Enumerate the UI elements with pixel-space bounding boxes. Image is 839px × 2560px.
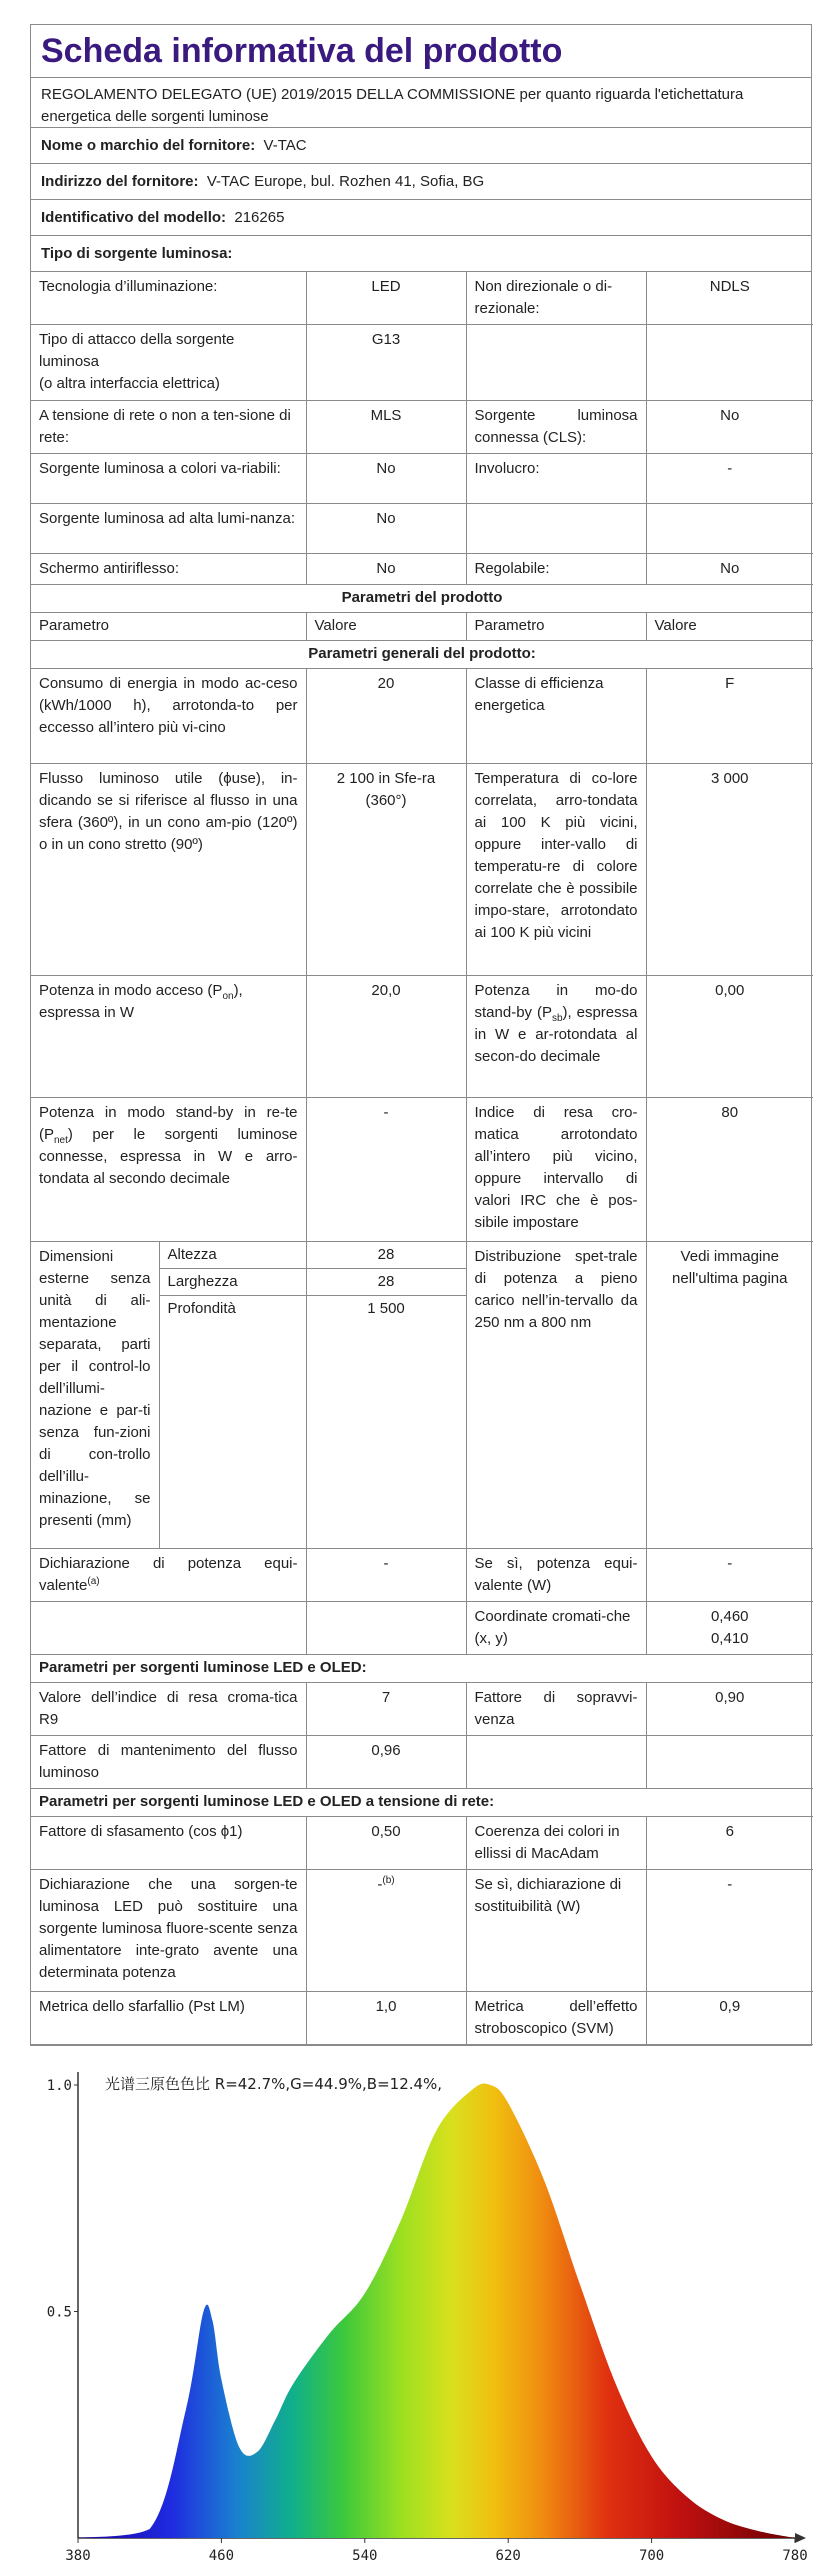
empty-cell <box>646 1736 813 1789</box>
table-row <box>31 764 813 976</box>
param-value: Vedi immagine nell'ultima pagina <box>646 1242 813 1549</box>
param-value: 20 <box>306 669 466 764</box>
label-part: Potenza in modo acceso (P <box>39 982 223 999</box>
column-header-row <box>31 613 813 641</box>
product-table <box>31 272 813 2045</box>
table-row <box>31 401 813 454</box>
param-value: F <box>646 669 813 764</box>
param-label: Temperatura di co-lore correlata, arro-tondata ai 100 K più vicini, oppure inter-vallo di temperatu-re di colore correlate che è possibile impo-stare, arrotondato ai 100 K più vicini <box>466 764 646 976</box>
param-value: 3 000 <box>646 764 813 976</box>
empty-cell <box>646 504 813 554</box>
param-value: 0,90 <box>646 1683 813 1736</box>
param-value: 0,9 <box>646 1992 813 2045</box>
table-row <box>31 669 813 764</box>
chroma-x: 0,460 <box>710 1608 749 1625</box>
label-part: ), espressa in W e ar-rotondata al secon-do decimale <box>474 1004 638 1065</box>
param-label: Consumo di energia in modo ac-ceso (kWh/1000 h), arrotonda-to per eccesso all’intero più vi-cino <box>31 669 306 764</box>
dimensions-values-cell <box>306 1242 466 1549</box>
address-value: V-TAC Europe, bul. Rozhen 41, Sofia, BG <box>206 173 485 190</box>
label-part: ) per le sorgenti luminose connesse, espressa in W e arro-tondata al secondo decimale <box>39 1126 298 1187</box>
product-info-sheet <box>30 24 812 2046</box>
param-label: Tecnologia d’illuminazione: <box>31 272 306 325</box>
table-row <box>31 1242 306 1269</box>
depth-value: 1 500 <box>367 1300 405 1317</box>
table-row <box>31 272 813 325</box>
param-label: Dimensioni esterne senza unità di ali-mentazione separata, parti per il control-lo dell’illumi-nazione e par-ti senza fun-zioni di con-trollo dell’illu-minazione, se presenti (mm) <box>31 1242 159 1548</box>
param-value: MLS <box>306 401 466 454</box>
param-value: G13 <box>306 325 466 401</box>
dimensions-cell <box>31 1242 306 1549</box>
x-tick-label: 540 <box>352 2548 378 2560</box>
height-value: 28 <box>307 1242 466 1269</box>
x-tick-label: 380 <box>65 2548 91 2560</box>
spectral-distribution-chart <box>0 2055 839 2560</box>
param-label: Fattore di sfasamento (cos ϕ1) <box>31 1817 306 1870</box>
x-axis-arrow <box>795 2533 806 2543</box>
table-row <box>31 1736 813 1789</box>
param-value: No <box>306 454 466 504</box>
table-row <box>31 1602 813 1655</box>
label-part: Potenza in modo stand-by in re-te (P <box>39 1104 298 1143</box>
param-label <box>31 325 306 401</box>
label-subscript: net <box>54 1135 68 1146</box>
param-label: Se sì, potenza equi-valente (W) <box>466 1549 646 1602</box>
value-superscript: (b) <box>382 1875 395 1886</box>
column-header: Parametro <box>31 613 306 641</box>
table-row <box>31 1655 813 1683</box>
param-value: NDLS <box>646 272 813 325</box>
param-value: 80 <box>646 1098 813 1242</box>
table-row <box>31 454 813 504</box>
param-value: 2 100 in Sfe-ra (360°) <box>306 764 466 976</box>
param-label: Classe di efficienza energetica <box>466 669 646 764</box>
x-tick-label: 620 <box>495 2548 521 2560</box>
param-label: Sorgente luminosa a colori va-riabili: <box>31 454 306 504</box>
x-tick-label: 700 <box>638 2548 665 2560</box>
label-subscript: sb <box>551 1013 563 1024</box>
param-label <box>31 976 306 1098</box>
table-row <box>31 554 813 585</box>
param-label: Sorgente luminosa ad alta lumi-nanza: <box>31 504 306 554</box>
table-row <box>31 976 813 1098</box>
param-label: Se sì, dichiarazione di sostituibilità (W) <box>466 1870 646 1992</box>
y-tick-label: 0.5 <box>46 2304 72 2321</box>
page-title: Scheda informativa del prodotto <box>31 25 811 78</box>
param-value: 6 <box>646 1817 813 1870</box>
column-header: Valore <box>306 613 466 641</box>
param-label: Coordinate cromati-che (x, y) <box>466 1602 646 1655</box>
param-value: No <box>646 401 813 454</box>
width-value: 28 <box>307 1269 466 1296</box>
param-value: 0,50 <box>306 1817 466 1870</box>
param-label: Dichiarazione che una sorgen-te luminosa LED può sostituire una sorgente luminosa fluore-scente senza alimentatore inte-grato avente una determinata potenza <box>31 1870 306 1992</box>
empty-cell <box>466 325 646 401</box>
x-tick-label: 780 <box>782 2548 808 2560</box>
param-value <box>306 1870 466 1992</box>
empty-cell <box>306 1602 466 1655</box>
table-row <box>31 1242 813 1549</box>
param-value: No <box>306 504 466 554</box>
empty-cell <box>646 325 813 401</box>
label-part: Dichiarazione di potenza equi-valente <box>39 1555 298 1594</box>
model-value: 216265 <box>234 209 285 226</box>
empty-cell <box>466 1736 646 1789</box>
table-row <box>31 1098 813 1242</box>
param-label: Schermo antiriflesso: <box>31 554 306 585</box>
param-label <box>31 1098 306 1242</box>
param-value: 1,0 <box>306 1992 466 2045</box>
column-header: Parametro <box>466 613 646 641</box>
table-row <box>31 504 813 554</box>
y-tick-label: 1.0 <box>46 2078 72 2094</box>
param-label: A tensione di rete o non a ten-sione di rete: <box>31 401 306 454</box>
param-value: 7 <box>306 1683 466 1736</box>
param-label: Regolabile: <box>466 554 646 585</box>
cap-label-line2: (o altra interfaccia elettrica) <box>39 375 220 392</box>
dimension-label: Altezza <box>159 1242 306 1269</box>
param-label: Metrica dello sfarfallio (Pst LM) <box>31 1992 306 2045</box>
param-value: LED <box>306 272 466 325</box>
value-part: - <box>377 1876 383 1893</box>
section-header: Parametri del prodotto <box>31 585 813 613</box>
param-value: 0,00 <box>646 976 813 1098</box>
param-label <box>466 976 646 1098</box>
address-label: Indirizzo del fornitore: <box>41 173 199 190</box>
label-superscript: (a) <box>87 1576 100 1587</box>
param-label <box>31 1549 306 1602</box>
param-value: - <box>646 454 813 504</box>
source-type-row <box>31 236 811 272</box>
param-label: Non direzionale o di-rezionale: <box>466 272 646 325</box>
section-header: Parametri generali del prodotto: <box>31 641 813 669</box>
label-part: ), espressa in W <box>39 982 243 1021</box>
label-subscript: on <box>222 991 234 1002</box>
param-value: 20,0 <box>306 976 466 1098</box>
x-tick-label: 460 <box>208 2548 235 2560</box>
section-header: Parametri per sorgenti luminose LED e OLED a tensione di rete: <box>31 1789 813 1817</box>
table-row <box>31 1817 813 1870</box>
param-value: - <box>646 1549 813 1602</box>
supplier-row <box>31 128 811 164</box>
cap-label-line1: Tipo di attacco della sorgente luminosa <box>39 331 235 370</box>
label-part: Potenza in mo-do stand-by (P <box>474 982 638 1021</box>
param-value: - <box>646 1870 813 1992</box>
param-value <box>646 1602 813 1655</box>
chroma-y: 0,410 <box>710 1630 749 1647</box>
table-row <box>31 325 813 401</box>
param-value: No <box>646 554 813 585</box>
param-label: Distribuzione spet-trale di potenza a pieno carico nell’in-tervallo da 250 nm a 800 nm <box>466 1242 646 1549</box>
param-value: - <box>306 1098 466 1242</box>
dimension-label: Profondità <box>159 1296 306 1549</box>
param-label: Fattore di sopravvi-venza <box>466 1683 646 1736</box>
table-row <box>31 1683 813 1736</box>
param-value: - <box>306 1549 466 1602</box>
table-row <box>31 1992 813 2045</box>
table-row <box>31 585 813 613</box>
param-label: Coerenza dei colori in ellissi di MacAdam <box>466 1817 646 1870</box>
table-row <box>31 1549 813 1602</box>
source-type-label: Tipo di sorgente luminosa: <box>41 245 233 262</box>
spectrum-area <box>78 2083 795 2538</box>
model-row <box>31 200 811 236</box>
param-label: Indice di resa cro-matica arrotondato all’intero più vicino, oppure intervallo di valori IRC che è pos-sibile impostare <box>466 1098 646 1242</box>
param-label: Involucro: <box>466 454 646 504</box>
param-value: 0,96 <box>306 1736 466 1789</box>
supplier-value: V-TAC <box>263 137 307 154</box>
empty-cell <box>466 504 646 554</box>
param-value: No <box>306 554 466 585</box>
dimensions-subtable <box>31 1242 306 1548</box>
param-label: Flusso luminoso utile (ϕuse), in-dicando se si riferisce al flusso in una sfera (360º), in un cono am-pio (120º) o in un cono stretto (90º) <box>31 764 306 976</box>
param-label: Valore dell’indice di resa croma-tica R9 <box>31 1683 306 1736</box>
regulation-text: REGOLAMENTO DELEGATO (UE) 2019/2015 DELLA COMMISSIONE per quanto riguarda l'etichettatura energetica delle sorgenti luminose <box>31 78 811 128</box>
param-label: Fattore di mantenimento del flusso luminoso <box>31 1736 306 1789</box>
chart-title: 光谱三原色色比 R=42.7%,G=44.9%,B=12.4%, <box>105 2075 443 2093</box>
table-row <box>31 1870 813 1992</box>
chart-marks <box>78 2083 795 2538</box>
param-label: Sorgente luminosa connessa (CLS): <box>466 401 646 454</box>
dimension-label: Larghezza <box>159 1269 306 1296</box>
table-row <box>31 641 813 669</box>
empty-cell <box>31 1602 306 1655</box>
section-header: Parametri per sorgenti luminose LED e OLED: <box>31 1655 813 1683</box>
model-label: Identificativo del modello: <box>41 209 227 226</box>
column-header: Valore <box>646 613 813 641</box>
table-row <box>31 1789 813 1817</box>
param-label: Metrica dell’effetto stroboscopico (SVM) <box>466 1992 646 2045</box>
address-row <box>31 164 811 200</box>
supplier-label: Nome o marchio del fornitore: <box>41 137 256 154</box>
